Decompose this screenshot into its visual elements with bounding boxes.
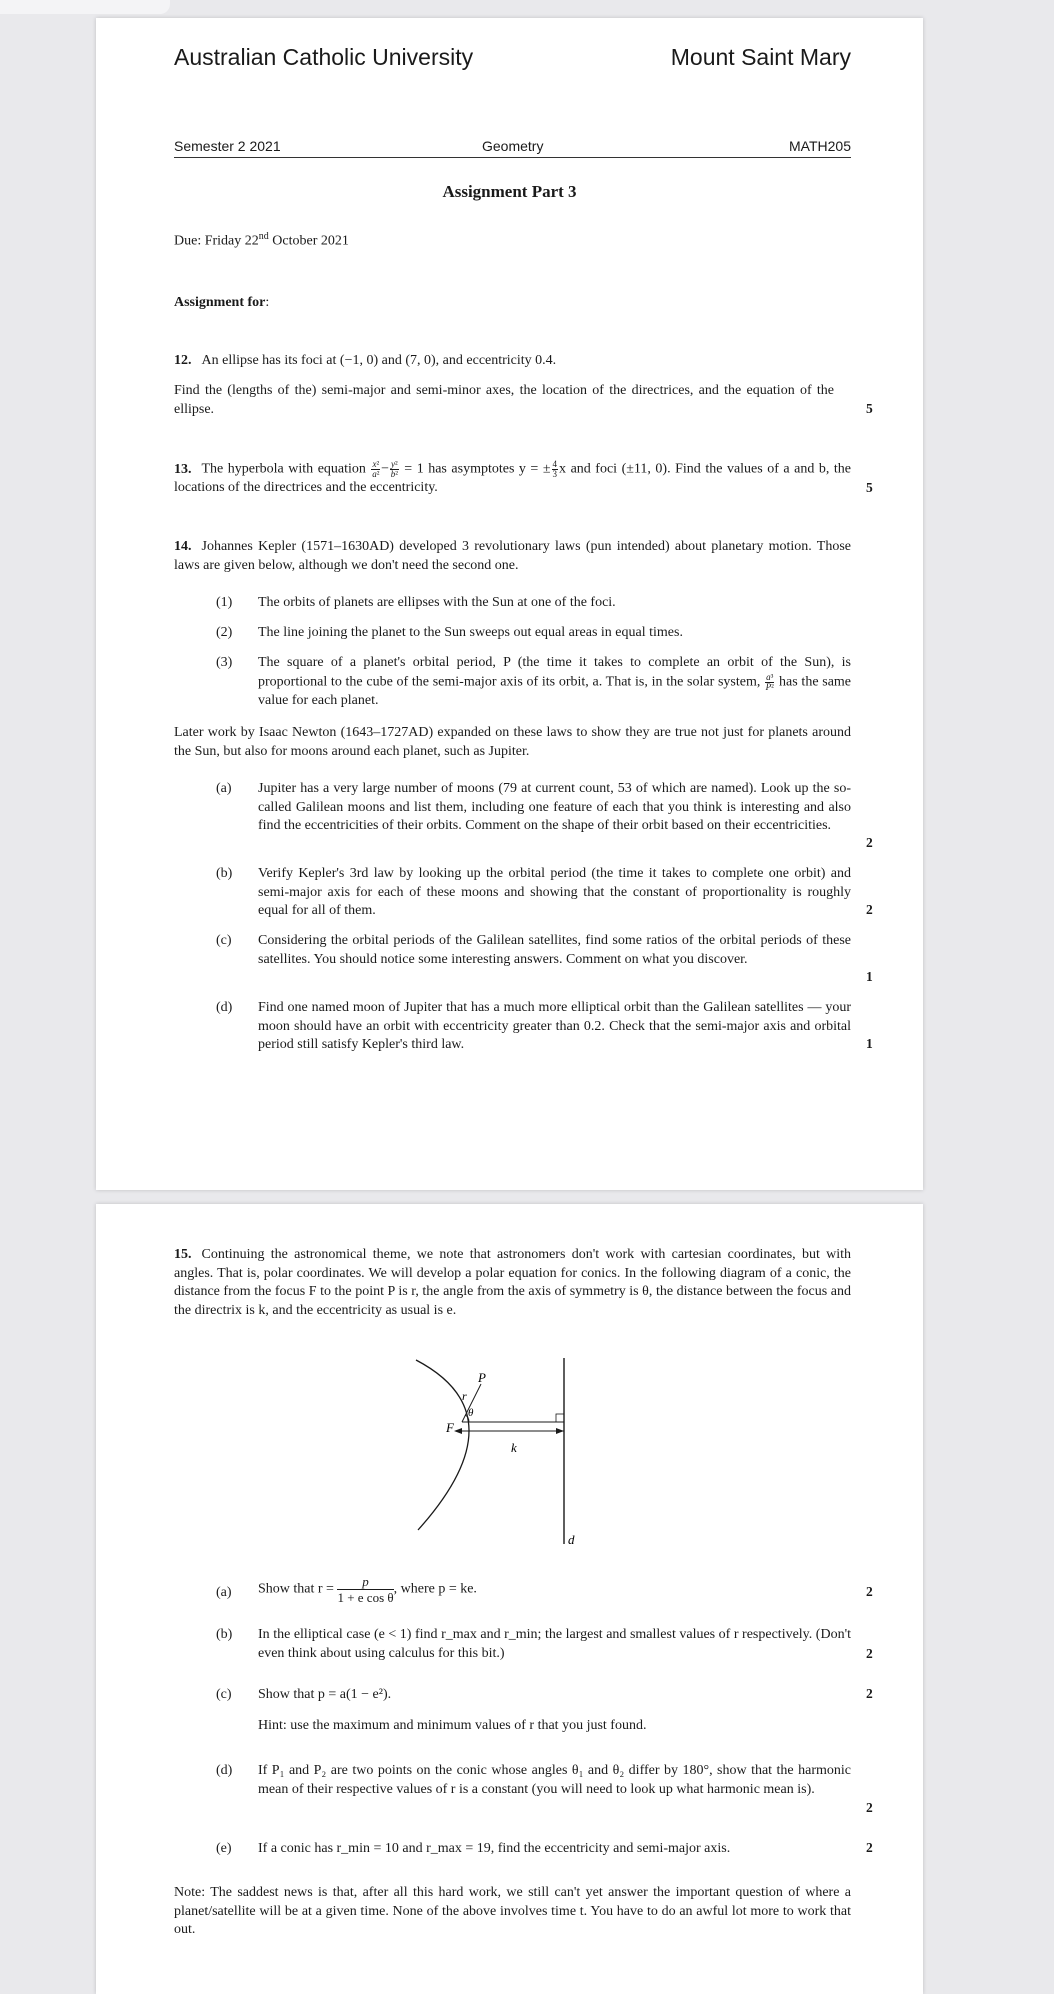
q15a-marks: 2	[866, 1584, 873, 1599]
label-r: r	[462, 1389, 467, 1403]
q14b-marks: 2	[866, 902, 873, 917]
q13-marks: 5	[866, 480, 873, 495]
k-arrow-left	[454, 1428, 462, 1434]
q14d-marks: 1	[866, 1036, 873, 1051]
question-15: 15. Continuing the astronomical theme, we note that astronomers don't work with cartesian coordinates, but with angles. That is, polar coordinates. We will develop a polar equation for conics. In the following diagram of a conic, the distance from the focus F to the point P is r, the angle from the axis of symmetry is θ, the distance between the focus and the directrix is k, and the eccentricity as usual is e.	[174, 1247, 851, 1318]
assignment-for-label: Assignment for:	[174, 295, 270, 310]
label-F: F	[446, 1420, 454, 1435]
q14a-marks: 2	[866, 835, 873, 850]
campus-name: Mount Saint Mary	[670, 44, 851, 70]
q15d-marks: 2	[866, 1800, 873, 1815]
conic-diagram	[396, 1352, 596, 1552]
semester-label: Semester 2 2021	[174, 138, 281, 154]
unit-code: MATH205	[789, 138, 851, 154]
q15c-marks: 2	[866, 1686, 873, 1701]
closing-note: Note: The saddest news is that, after all this hard work, we still can't yet answer the important question of where a planet/satellite will be at a given time. None of the above involves time t. You have to do an awful lot more to work that out.	[174, 1885, 851, 1937]
label-P: P	[478, 1370, 486, 1385]
newton-paragraph: Later work by Isaac Newton (1643–1727AD) expanded on these laws to show they are true not just for planets around the Sun, but also for moons around each planet, such as Jupiter.	[174, 725, 851, 759]
header-rule	[174, 157, 851, 158]
q15b-marks: 2	[866, 1646, 873, 1661]
subject-label: Geometry	[482, 138, 544, 154]
q12-marks: 5	[866, 401, 873, 416]
assignment-title: Assignment Part 3	[442, 182, 577, 201]
question-14: 14. Johannes Kepler (1571–1630AD) developed 3 revolutionary laws (pun intended) about planetary motion. Those laws are given below, although we don't need the second one.	[174, 539, 851, 573]
label-d: d	[568, 1532, 575, 1547]
document-page-2: 15. Continuing the astronomical theme, we note that astronomers don't work with cartesian coordinates, but with angles. That is, polar coordinates. We will develop a polar equation for conics. In the following diagram of a conic, the distance from the focus F to the point P is r, the angle from the axis of symmetry is θ, the distance between the focus and the directrix is k, and the eccentricity as usual is e. P r θ F k d (a) Show that r = $\frac{p}{\text{1 + e cos θ}}$ , where p = ke. 2 (b) In the elliptical case (e < 1) find r_max and r_min; the largest and smallest values of r respectively. (Don't even think about using calculus for this bit.) 2 (c) Show that p = a(1 − e²). 2 Hint: use the maximum and minimum values of r that you just found. (d) If P₁ and P₂ are two points on the conic whose angles θ₁ and θ₂ differ by 180°, show that the harmonic mean of their respective values of r is a constant (you will need to look up what harmonic mean is). 2 (e) If a conic has r_min = 10 and r_max = 19, find the eccentricity and semi-major axis. 2 Note: The saddest news is that, after all this hard work, we still can't yet answer the important question of where a planet/satellite will be at a given time. None of the above involves time t. You have to do an awful lot more to work that out.	[96, 1204, 923, 1994]
browser-tab-nub	[0, 0, 170, 14]
q14c-marks: 1	[866, 969, 873, 984]
label-k: k	[511, 1440, 517, 1455]
right-angle-mark	[556, 1414, 564, 1422]
label-theta: θ	[468, 1407, 474, 1419]
q15e-marks: 2	[866, 1840, 873, 1855]
conic-curve	[416, 1360, 469, 1530]
k-arrow-right	[556, 1428, 564, 1434]
university-name: Australian Catholic University	[174, 44, 474, 70]
due-date: Due: Friday 22nd October 2021	[174, 231, 349, 249]
question-12-body: Find the (lengths of the) semi-major and semi-minor axes, the location of the directrices, and the equation of the ellipse.	[174, 383, 834, 417]
document-page-1: Australian Catholic University Mount Saint Mary Semester 2 2021 Geometry MATH205 Assignment Part 3 Due: Friday 22nd October 2021 Assignment for: 12. An ellipse has its foci at (−1, 0) and (7, 0), and eccentricity 0.4. Find the (lengths of the) semi-major and semi-minor axes, the location of the directrices, and the equation of the ellipse. 5 13. The hyperbola with equation $\frac{\text{x²}}{\text{a²}}$ − $\frac{\text{y²}}{\text{b²}}$ = 1 has asymptotes y = ± $\frac{4}{3}$ x and foci (±11, 0). Find the values of a and b, the locations of the directrices and the eccentricity. 5 14. Johannes Kepler (1571–1630AD) developed 3 revolutionary laws (pun intended) about planetary motion. Those laws are given below, although we don't need the second one. (1) The orbits of planets are ellipses with the Sun at one of the foci. (2) The line joining the planet to the Sun sweeps out equal areas in equal times. (3) The square of a planet's orbital period, P (the time it takes to complete an orbit of the Sun), is proportional to the cube of the semi-major axis of its orbit, a. That is, in the solar system, $\frac{\text{a³}}{\text{P²}}$ has the same value for each planet. Later work by Isaac Newton (1643–1727AD) expanded on these laws to show they are true not just for planets around the Sun, but also for moons around each planet, such as Jupiter. (a) Jupiter has a very large number of moons (79 at current count, 53 of which are named). Look up the so-called Galilean moons and list them, including one feature of each that you think is interesting and also find the eccentricities of their orbits. Comment on the shape of their orbit based on their eccentricities. 2 (b) Verify Kepler's 3rd law by looking up the orbital period (the time it takes to complete one orbit) and semi-major axis for each of these moons and showing that the constant of proportionality is roughly equal for all of them. 2 (c) Considering the orbital periods of the Galilean satellites, find some ratios of the orbital periods of these satellites. You should notice some interesting answers. Comment on what you discover. 1 (d) Find one named moon of Jupiter that has a much more elliptical orbit than the Galilean satellites — your moon should have an orbit with eccentricity greater than 0.2. Check that the semi-major axis and orbital period still satisfy Kepler's third law. 1	[96, 18, 923, 1190]
question-13: 13. The hyperbola with equation $\frac{\text{x²}}{\text{a²}}$ − $\frac{\text{y²}}{\text{b²}}$ = 1 has asymptotes y = ± $\frac{4}{3}$ x and foci (±11, 0). Find the values of a and b, the locations of the directrices and the eccentricity.	[174, 459, 852, 496]
question-12: 12. An ellipse has its foci at (−1, 0) and (7, 0), and eccentricity 0.4.	[174, 353, 557, 368]
